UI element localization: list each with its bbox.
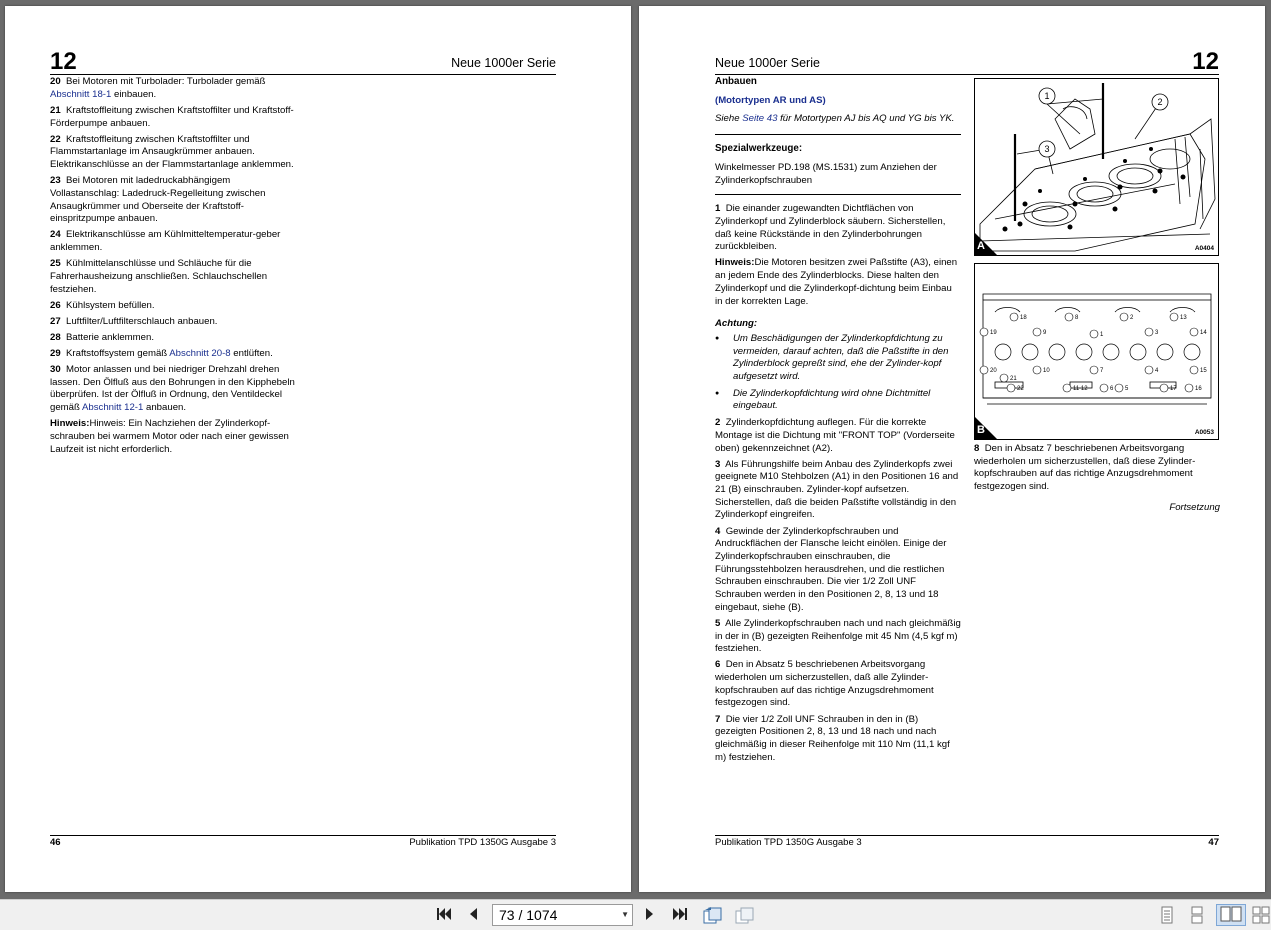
- see-reference: Siehe Seite 43 für Motortypen AJ bis AQ und YG bis YK.: [715, 113, 955, 125]
- footer-rule: [50, 835, 556, 836]
- bolt-marker: [1033, 328, 1041, 336]
- cylinder-bore: [1103, 344, 1119, 360]
- bolt-position-label: 2: [1130, 315, 1134, 321]
- figure-b-tightening-sequence: [974, 263, 1219, 440]
- bolt-marker: [1000, 374, 1008, 382]
- section-link[interactable]: Abschnitt 20-8: [169, 347, 231, 359]
- chapter-number: 12: [1192, 48, 1219, 75]
- figure-letter-a: A: [975, 233, 997, 255]
- continued-label: Fortsetzung: [1169, 501, 1220, 513]
- steps-list: [715, 417, 961, 764]
- bolt-marker: [1120, 313, 1128, 321]
- step-20: 20 Bei Motoren mit Turbolader: Turbolader gemäß Abschnitt 18-1 einbauen.: [50, 76, 266, 100]
- figure-letter-b: B: [975, 417, 997, 439]
- bolt-marker: [1010, 313, 1018, 321]
- step-7: 7 Die vier 1/2 Zoll UNF Schrauben in den in (B) gezeigten Positionen 2, 8, 13 und 18 nach und nach gleichmäßig in dieser Reihenfolge mit 110 Nm (11,1 kgf m) festziehen.: [715, 713, 950, 763]
- publication-label: Publikation TPD 1350G Ausgabe 3: [715, 837, 862, 848]
- bullet-icon: ●: [715, 334, 720, 342]
- bolt-position-label: 17: [1170, 386, 1177, 392]
- page-number-input[interactable]: 73 / 1074 ▼: [492, 904, 633, 926]
- section-divider: [715, 134, 961, 135]
- step-21: 21 Kraftstoffleitung zwischen Kraftstoffilter und Kraftstoff-Förderpumpe anbauen.: [50, 104, 294, 129]
- step-8-block: [974, 443, 1224, 518]
- caution-bullet: ● Die Zylinderkopfdichtung wird ohne Dichtmittel eingebaut.: [715, 387, 931, 412]
- figure-a-cylinder-head: [974, 78, 1219, 256]
- bolt-position-label: 19: [990, 330, 997, 336]
- facing-view-icon[interactable]: [1216, 904, 1246, 926]
- first-page-icon[interactable]: [434, 906, 454, 924]
- bolt-marker: [980, 366, 988, 374]
- step-22: 22 Kraftstoffleitung zwischen Kraftstoffilter und Flammstartanlage im Ansaugkrümmer anbauen. Elektrikanschlüsse an der Flammstartanlage anklemmen.: [50, 133, 294, 170]
- back-view-icon[interactable]: [702, 906, 724, 924]
- step-27: 27 Luftfilter/Luftfilterschlauch anbauen.: [50, 315, 218, 327]
- last-page-icon[interactable]: [670, 906, 690, 924]
- step-3: 3 Als Führungshilfe beim Anbau des Zylinderkopfs zwei geeignete M10 Stehbolzen (A1) in den Positionen 16 and 21 (B) einschrauben. Zylinder-kopf aufsetzen. Sicherstellen, daß die beiden Paßstifte vollständig in den Zylinderkopf eingreifen.: [715, 458, 959, 521]
- bolt-marker: [980, 328, 988, 336]
- forward-view-icon[interactable]: [734, 906, 756, 924]
- step-25: 25 Kühlmittelanschlüsse und Schläuche für die Fahrerhausheizung anschließen. Schlauchschellen festziehen.: [50, 258, 268, 295]
- tools-heading: Spezialwerkzeuge:: [715, 143, 803, 155]
- bolt-position-label: 9: [1043, 330, 1047, 336]
- bolt-position-label: 7: [1100, 368, 1104, 374]
- bolt-position-label: 18: [1020, 315, 1027, 321]
- bolt-position-label: 1: [1100, 332, 1104, 338]
- step-8: 8 Den in Absatz 7 beschriebenen Arbeitsvorgang wiederholen um sicherzustellen, daß diese Zylinder-kopfschrauben auf das richtige Anzugsdrehmoment festgezogen sind.: [974, 443, 1196, 493]
- figure-code-b: A0053: [1194, 429, 1214, 436]
- publication-label: Publikation TPD 1350G Ausgabe 3: [409, 837, 556, 848]
- caution-label: Achtung:: [715, 318, 758, 330]
- bolt-position-label: 11 12: [1073, 386, 1088, 392]
- series-title: Neue 1000er Serie: [715, 56, 820, 70]
- continuous-facing-view-icon[interactable]: [1252, 906, 1270, 924]
- bolt-position-label: 6: [1110, 386, 1114, 392]
- cylinder-bore: [1157, 344, 1173, 360]
- callout-2: 2: [1157, 97, 1163, 107]
- step-28: 28 Batterie anklemmen.: [50, 331, 154, 343]
- bolt-marker: [1185, 384, 1193, 392]
- bolt-marker: [1100, 384, 1108, 392]
- step-6: 6 Den in Absatz 5 beschriebenen Arbeitsvorgang wiederholen um sicherzustellen, daß alle Zylinder-kopfschrauben auf das richtige Anzugsdrehmoment festgezogen sind.: [715, 659, 934, 709]
- bolt-marker: [1160, 384, 1168, 392]
- bolt-marker: [1063, 384, 1071, 392]
- section-divider: [715, 194, 961, 195]
- bolt-marker: [1090, 330, 1098, 338]
- bolt-position-label: 10: [1043, 368, 1050, 374]
- hint-note: Hinweis:Die Motoren besitzen zwei Paßstifte (A3), einen an jedem Ende des Zylinderblocks. Diese halten den Zylinderkopf und die Zylinderkopf-dichtung beim Einbau in der korrekten Lage.: [715, 257, 958, 307]
- tools-text: Winkelmesser PD.198 (MS.1531) zum Anziehen der Zylinderkopfschrauben: [715, 161, 937, 186]
- step-4: 4 Gewinde der Zylinderkopfschrauben und Andruckflächen der Flansche leicht einölen. Einige der Zylinderkopfschrauben einschrauben, die Führungsstehbolzen herausdrehen, und die restlichen Schrauben einschrauben. Die vier 1/2 Zoll UNF Schrauben werden in den Positionen 2, 8, 13 und 18 eingebaut, siehe (B).: [715, 525, 947, 613]
- cylinder-bore: [1022, 344, 1038, 360]
- bolt-position-label: 4: [1155, 368, 1159, 374]
- cylinder-bore: [1049, 344, 1065, 360]
- page-link[interactable]: Seite 43: [742, 113, 778, 125]
- cylinder-bore: [1184, 344, 1200, 360]
- figure-code-a: A0404: [1194, 245, 1214, 252]
- page-46: [5, 6, 631, 892]
- bolt-marker: [1145, 366, 1153, 374]
- bolt-position-label: 14: [1200, 330, 1207, 336]
- bullet-icon: ●: [715, 389, 720, 397]
- hint-note: Hinweis:Hinweis: Ein Nachziehen der Zylinderkopf-schrauben bei warmem Motor oder nach einer gewissen Laufzeit ist nicht erforderlich.: [50, 418, 289, 455]
- bolt-position-label: 22: [1017, 386, 1024, 392]
- header-rule: [715, 74, 1219, 75]
- right-text-column: [715, 76, 961, 768]
- callout-1: 1: [1044, 91, 1050, 101]
- bolt-marker: [1145, 328, 1153, 336]
- bolt-position-label: 21: [1010, 376, 1017, 382]
- step-1: 1 Die einander zugewandten Dichtflächen von Zylinderkopf und Zylinderblock säubern. Sicherstellen, daß keine Rückstände in den Zylinderbohrungen zurückbleiben.: [715, 203, 946, 253]
- bolt-marker: [1033, 366, 1041, 374]
- bolt-position-label: 20: [990, 368, 997, 374]
- single-page-view-icon[interactable]: [1158, 906, 1176, 924]
- section-link[interactable]: Abschnitt 18-1: [50, 88, 112, 100]
- bolt-marker: [1065, 313, 1073, 321]
- section-link[interactable]: Abschnitt 12-1: [82, 402, 144, 414]
- continuous-view-icon[interactable]: [1188, 906, 1206, 924]
- step-2: 2 Zylinderkopfdichtung auflegen. Für die korrekte Montage ist die Dichtung mit "FRONT TOP" (Vorderseite oben) gekennzeichnet (A2).: [715, 417, 955, 454]
- step-5: 5 Alle Zylinderkopfschrauben nach und nach gleichmäßig in der in (B) gezeigten Reihenfolge mit 45 Nm (4,5 kgf m) festziehen.: [715, 617, 961, 655]
- chapter-number: 12: [50, 48, 77, 75]
- series-title: Neue 1000er Serie: [451, 56, 556, 70]
- cylinder-bore: [1130, 344, 1146, 360]
- page-number: 46: [50, 837, 61, 848]
- caution-bullet: ● Um Beschädigungen der Zylinderkopfdichtung zu vermeiden, darauf achten, daß die Paßstifte in den Zylinderblock gepreßt sind, ehe der Zylinder-kopf aufgesetzt wird.: [715, 332, 949, 383]
- cylinder-head-illustration: [975, 79, 1218, 255]
- bolt-position-label: 13: [1180, 315, 1187, 321]
- previous-page-icon[interactable]: [465, 906, 481, 924]
- footer-rule: [715, 835, 1219, 836]
- bolt-marker: [1090, 366, 1098, 374]
- navigation-toolbar: [0, 899, 1271, 930]
- step-23: 23 Bei Motoren mit ladedruckabhängigem Vollastanschlag: Ladedruck-Regelleitung zwischen Ansaugkrümmer und Oberseite der Kraftstoff-einspritzpumpe anbauen.: [50, 175, 266, 225]
- bolt-position-label: 3: [1155, 330, 1159, 336]
- bolt-marker: [1007, 384, 1015, 392]
- bolt-position-label: 5: [1125, 386, 1129, 392]
- caution-list: [715, 333, 961, 413]
- left-text-column: [50, 76, 300, 460]
- section-title: Anbauen: [715, 76, 757, 87]
- bolt-marker: [1115, 384, 1123, 392]
- bolt-marker: [1190, 328, 1198, 336]
- bolt-sequence-diagram: [975, 264, 1218, 439]
- cylinder-bore: [995, 344, 1011, 360]
- chevron-down-icon[interactable]: ▼: [621, 910, 629, 919]
- page-number: 47: [1208, 837, 1219, 848]
- step-30: 30 Motor anlassen und bei niedriger Drehzahl drehen lassen. Den Ölfluß aus den Bohrungen in den Kipphebeln überprüfen. Ist der Ölfluß in Ordnung, den Ventildeckel gemäß Abschnitt 12-1 anbauen.: [50, 363, 295, 414]
- next-page-icon[interactable]: [642, 906, 658, 924]
- callout-3: 3: [1044, 144, 1050, 154]
- engine-types-subtitle: (Motortypen AR und AS): [715, 94, 826, 106]
- bolt-position-label: 8: [1075, 315, 1079, 321]
- header-rule: [50, 74, 556, 75]
- bolt-position-label: 16: [1195, 386, 1202, 392]
- step-26: 26 Kühlsystem befüllen.: [50, 299, 155, 311]
- bolt-marker: [1170, 313, 1178, 321]
- step-29: 29 Kraftstoffsystem gemäß Abschnitt 20-8 entlüften.: [50, 347, 273, 359]
- step-24: 24 Elektrikanschlüsse am Kühlmitteltemperatur-geber anklemmen.: [50, 229, 281, 253]
- cylinder-bore: [1076, 344, 1092, 360]
- bolt-position-label: 15: [1200, 368, 1207, 374]
- page-47: [639, 6, 1265, 892]
- bolt-marker: [1190, 366, 1198, 374]
